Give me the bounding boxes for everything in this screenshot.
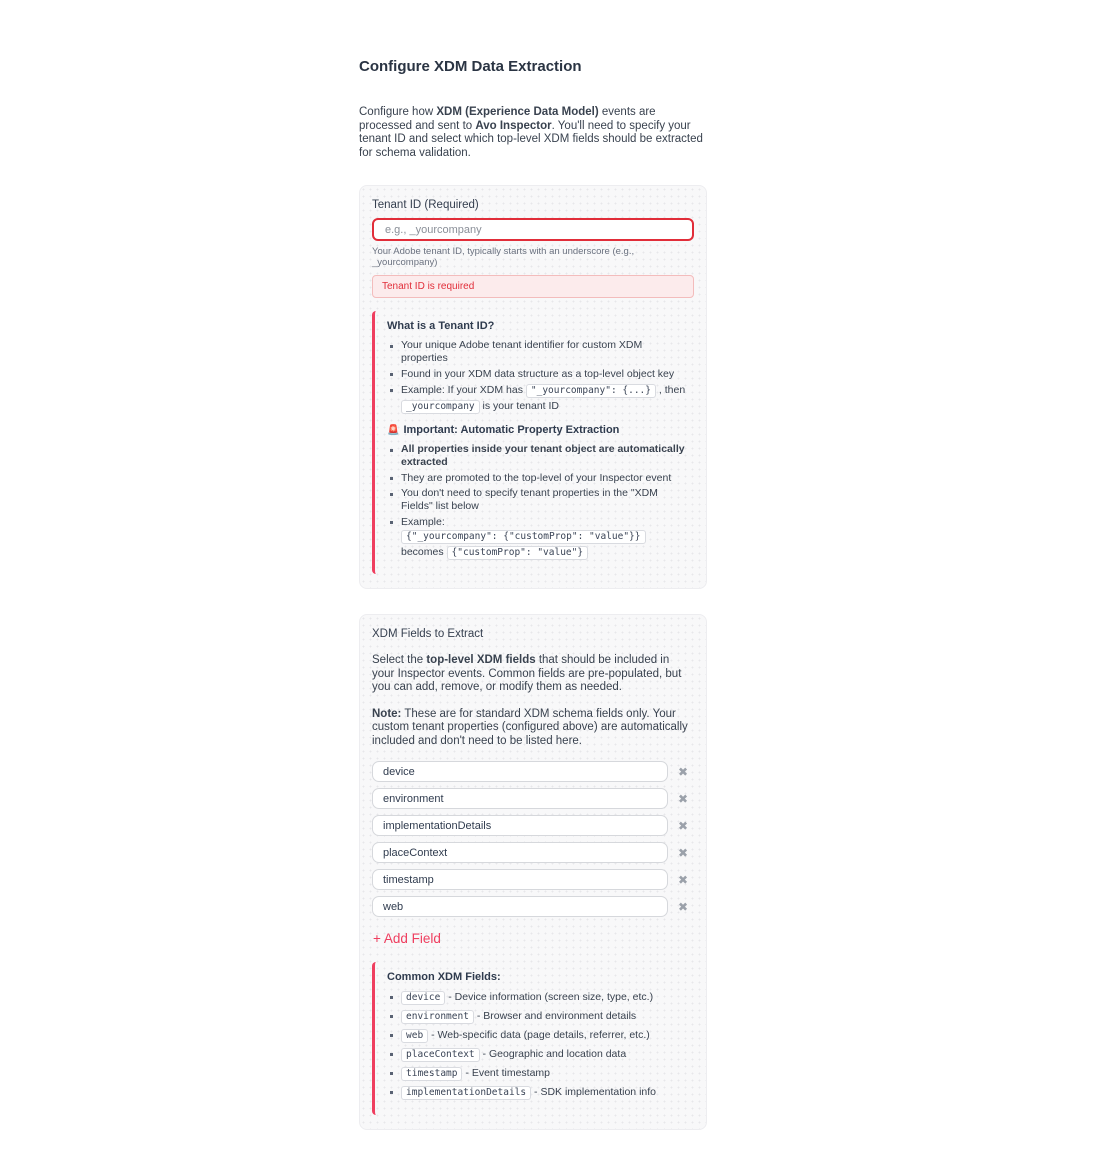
add-field-button[interactable]: + Add Field — [373, 931, 441, 946]
remove-field-button[interactable] — [672, 896, 694, 917]
list-item: Found in your XDM data structure as a top-level object key — [387, 368, 686, 381]
intro-paragraph: Configure how XDM (Experience Data Model) events are processed and sent to Avo Inspector. You'll need to specify your tenant ID and select which top-level XDM fields should be extracted for schema validation. — [359, 106, 703, 159]
list-item: All properties inside your tenant object are automatically extracted — [387, 443, 686, 469]
list-item: placeContext - Geographic and location data — [387, 1047, 686, 1063]
remove-x-icon: ✖ — [677, 791, 689, 806]
page-title: Configure XDM Data Extraction — [359, 58, 582, 75]
field-row — [372, 815, 694, 836]
xdm-fields-note: Note: These are for standard XDM schema fields only. Your custom tenant properties (configured above) are automatically included and don't need to be listed here. — [372, 707, 688, 747]
remove-field-button[interactable] — [672, 842, 694, 863]
remove-x-icon: ✖ — [677, 872, 689, 887]
field-list — [372, 761, 694, 917]
remove-x-icon: ✖ — [677, 845, 689, 860]
xdm-fields-card — [359, 614, 707, 1130]
main-content — [359, 58, 707, 1155]
list-item: Example: If your XDM has "_yourcompany": {...} , then _yourcompany is your tenant ID — [387, 383, 686, 415]
tenant-info-heading: What is a Tenant ID? — [387, 320, 495, 332]
field-row — [372, 869, 694, 890]
list-item: environment - Browser and environment details — [387, 1009, 686, 1025]
tenant-id-label: Tenant ID (Required) — [372, 199, 479, 211]
remove-x-icon: ✖ — [677, 818, 689, 833]
important-heading — [387, 424, 686, 436]
remove-field-button[interactable] — [672, 869, 694, 890]
list-item: Your unique Adobe tenant identifier for custom XDM properties — [387, 339, 686, 365]
field-row — [372, 896, 694, 917]
field-input[interactable] — [372, 842, 668, 863]
field-row — [372, 842, 694, 863]
tenant-id-input[interactable] — [372, 218, 694, 241]
important-heading-text: Important: Automatic Property Extraction — [403, 424, 620, 436]
important-info-list — [387, 443, 686, 561]
remove-x-icon: ✖ — [677, 764, 689, 779]
field-input[interactable] — [372, 788, 668, 809]
field-input[interactable] — [372, 815, 668, 836]
list-item: device - Device information (screen size, type, etc.) — [387, 990, 686, 1006]
tenant-id-card — [359, 185, 707, 589]
tenant-id-helper-text: Your Adobe tenant ID, typically starts with an underscore (e.g., _yourcompany) — [372, 246, 635, 268]
tenant-info-box — [372, 311, 694, 574]
field-row — [372, 761, 694, 782]
list-item: timestamp - Event timestamp — [387, 1066, 686, 1082]
remove-field-button[interactable] — [672, 788, 694, 809]
list-item: Example: {"_yourcompany": {"customProp": "value"}} becomes {"customProp": "value"} — [387, 516, 686, 561]
field-input[interactable] — [372, 869, 668, 890]
remove-x-icon: ✖ — [677, 899, 689, 914]
list-item: web - Web-specific data (page details, referrer, etc.) — [387, 1028, 686, 1044]
common-fields-list — [387, 990, 686, 1101]
tenant-info-list — [387, 339, 686, 415]
remove-field-button[interactable] — [672, 761, 694, 782]
common-fields-box — [372, 962, 694, 1115]
list-item: implementationDetails - SDK implementation info — [387, 1085, 686, 1101]
xdm-fields-description: Select the top-level XDM fields that should be included in your Inspector events. Common fields are pre-populated, but you can add, remove, or modify them as needed. — [372, 654, 682, 693]
alert-icon: 🚨 — [387, 425, 400, 436]
field-row — [372, 788, 694, 809]
common-fields-heading: Common XDM Fields: — [387, 971, 501, 983]
tenant-id-error-message: Tenant ID is required — [372, 275, 694, 298]
field-input[interactable] — [372, 761, 668, 782]
list-item: You don't need to specify tenant properties in the "XDM Fields" list below — [387, 487, 686, 513]
field-input[interactable] — [372, 896, 668, 917]
xdm-fields-label: XDM Fields to Extract — [372, 628, 484, 640]
list-item: They are promoted to the top-level of your Inspector event — [387, 472, 686, 485]
remove-field-button[interactable] — [672, 815, 694, 836]
